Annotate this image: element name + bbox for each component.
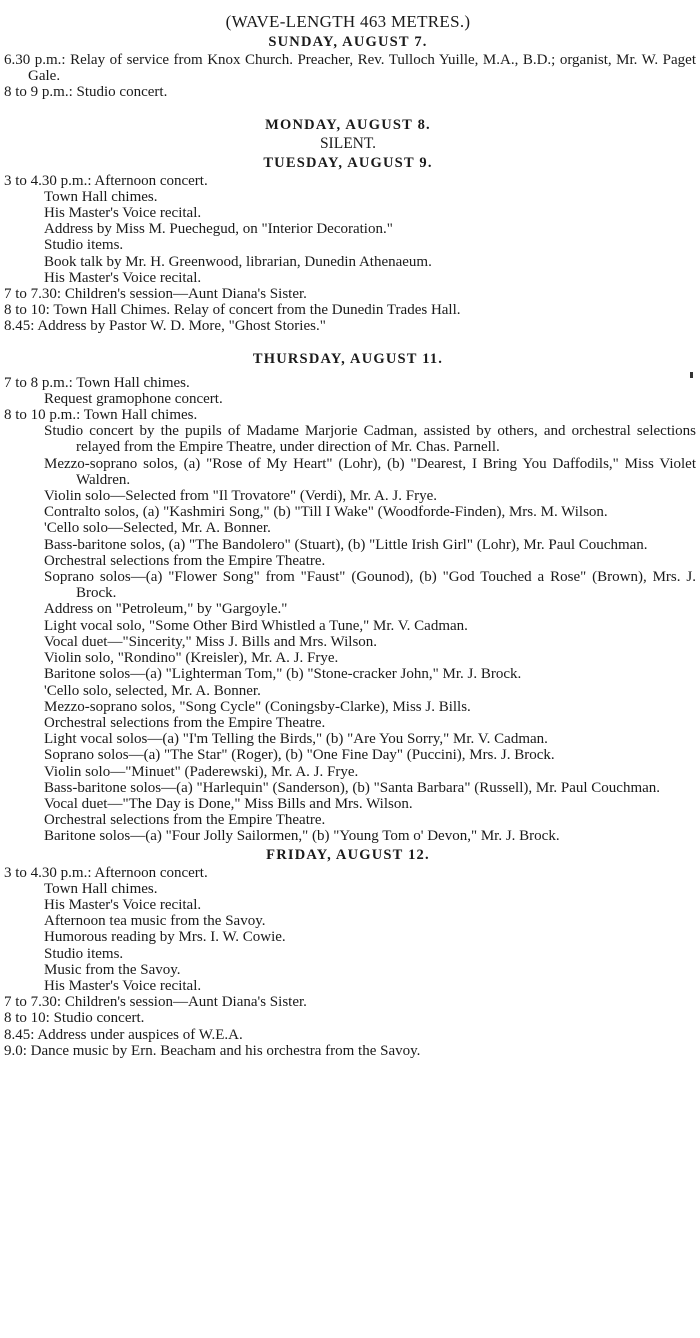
- program-entry: 8.45: Address by Pastor W. D. More, "Ghost Stories.": [4, 318, 326, 335]
- program-item: Address by Miss M. Puechegud, on "Interior Decoration.": [44, 221, 393, 238]
- program-item: Violin solo, "Rondino" (Kreisler), Mr. A. J. Frye.: [44, 650, 339, 667]
- program-item: His Master's Voice recital.: [44, 269, 202, 286]
- program-item: Bass-baritone solos—(a) "Harlequin" (Sanderson), (b) "Santa Barbara" (Russell), Mr. Paul Couchman.: [44, 779, 661, 796]
- program-item: Studio items.: [44, 945, 124, 962]
- program-item: Mezzo-soprano solos, "Song Cycle" (Coningsby-Clarke), Miss J. Bills.: [44, 698, 471, 715]
- program-entry: 7 to 8 p.m.: Town Hall chimes.: [4, 374, 190, 391]
- program-item: Soprano solos—(a) "The Star" (Roger), (b) "One Fine Day" (Puccini), Mrs. J. Brock.: [44, 747, 555, 764]
- program-entry: 8 to 10: Studio concert.: [4, 1010, 145, 1027]
- program-item: Town Hall chimes.: [44, 880, 158, 897]
- program-item: Town Hall chimes.: [44, 188, 158, 205]
- program-item: Music from the Savoy.: [44, 961, 181, 978]
- program-item: Studio concert by the pupils of Madame Marjorie Cadman, assisted by others, and orchestral selections relayed from the Empire Theatre, under direction of Mr. Chas. Parnell.: [44, 423, 696, 456]
- program-item: Request gramophone concert.: [44, 390, 223, 407]
- program-item: Violin solo—"Minuet" (Paderewski), Mr. A. J. Frye.: [44, 763, 359, 780]
- program-item: His Master's Voice recital.: [44, 205, 202, 222]
- program-item: Afternoon tea music from the Savoy.: [44, 913, 266, 930]
- program-entry: 8 to 10 p.m.: Town Hall chimes.: [4, 407, 198, 424]
- program-item: Book talk by Mr. H. Greenwood, librarian, Dunedin Athenaeum.: [44, 253, 432, 270]
- program-item: Bass-baritone solos, (a) "The Bandolero" (Stuart), (b) "Little Irish Girl" (Lohr), Mr. Paul Couchman.: [44, 536, 648, 553]
- day-heading-monday: MONDAY, AUGUST 8.: [265, 116, 431, 133]
- day-heading-friday: FRIDAY, AUGUST 12.: [266, 846, 430, 863]
- program-item: His Master's Voice recital.: [44, 977, 202, 994]
- program-item: Vocal duet—"The Day is Done," Miss Bills and Mrs. Wilson.: [44, 795, 413, 812]
- silent-note: SILENT.: [319, 134, 377, 152]
- program-item: His Master's Voice recital.: [44, 896, 202, 913]
- program-entry: 7 to 7.30: Children's session—Aunt Diana's Sister.: [4, 286, 307, 303]
- program-item: 'Cello solo, selected, Mr. A. Bonner.: [44, 682, 261, 699]
- program-entry: 6.30 p.m.: Relay of service from Knox Church. Preacher, Rev. Tulloch Yuille, M.A., B.D.; organist, Mr. W. Paget Gale.: [4, 52, 696, 85]
- program-entry: 3 to 4.30 p.m.: Afternoon concert.: [4, 864, 208, 881]
- wavelength-header: (WAVE-LENGTH 463 METRES.): [225, 12, 471, 31]
- day-heading-thursday: THURSDAY, AUGUST 11.: [252, 350, 444, 367]
- day-heading-sunday: SUNDAY, AUGUST 7.: [268, 34, 428, 50]
- day-heading-tuesday: TUESDAY, AUGUST 9.: [263, 154, 433, 171]
- program-item: Vocal duet—"Sincerity," Miss J. Bills and Mrs. Wilson.: [44, 633, 378, 650]
- program-item: Orchestral selections from the Empire Theatre.: [44, 812, 326, 829]
- program-item: Studio items.: [44, 237, 124, 254]
- program-entry: 3 to 4.30 p.m.: Afternoon concert.: [4, 172, 208, 189]
- program-item: 'Cello solo—Selected, Mr. A. Bonner.: [44, 520, 271, 537]
- program-entry: 9.0: Dance music by Ern. Beacham and his orchestra from the Savoy.: [4, 1042, 421, 1059]
- program-item: Baritone solos—(a) "Lighterman Tom," (b) "Stone-cracker John," Mr. J. Brock.: [44, 666, 522, 683]
- program-item: Orchestral selections from the Empire Theatre.: [44, 714, 326, 731]
- print-speck: [690, 372, 693, 378]
- program-item: Contralto solos, (a) "Kashmiri Song," (b) "Till I Wake" (Woodforde-Finden), Mrs. M. Wilson.: [44, 504, 608, 521]
- program-item: Soprano solos—(a) "Flower Song" from "Faust" (Gounod), (b) "God Touched a Rose" (Brown), Mrs. J. Brock.: [44, 569, 696, 602]
- program-item: Light vocal solo, "Some Other Bird Whistled a Tune," Mr. V. Cadman.: [44, 617, 468, 634]
- program-entry: 8 to 9 p.m.: Studio concert.: [4, 84, 168, 101]
- program-entry: 8 to 10: Town Hall Chimes. Relay of concert from the Dunedin Trades Hall.: [4, 302, 461, 319]
- program-item: Baritone solos—(a) "Four Jolly Sailormen," (b) "Young Tom o' Devon," Mr. J. Brock.: [44, 828, 560, 845]
- program-item: Light vocal solos—(a) "I'm Telling the Birds," (b) "Are You Sorry," Mr. V. Cadman.: [44, 731, 548, 748]
- program-item: Humorous reading by Mrs. I. W. Cowie.: [44, 929, 286, 946]
- program-item: Mezzo-soprano solos, (a) "Rose of My Heart" (Lohr), (b) "Dearest, I Bring You Daffodils," Miss Violet Waldren.: [44, 455, 696, 488]
- program-entry: 8.45: Address under auspices of W.E.A.: [4, 1026, 243, 1043]
- program-item: Address on "Petroleum," by "Gargoyle.": [44, 601, 288, 618]
- program-item: Violin solo—Selected from "Il Trovatore" (Verdi), Mr. A. J. Frye.: [44, 488, 437, 505]
- program-entry: 7 to 7.30: Children's session—Aunt Diana's Sister.: [4, 994, 307, 1011]
- program-item: Orchestral selections from the Empire Theatre.: [44, 552, 326, 569]
